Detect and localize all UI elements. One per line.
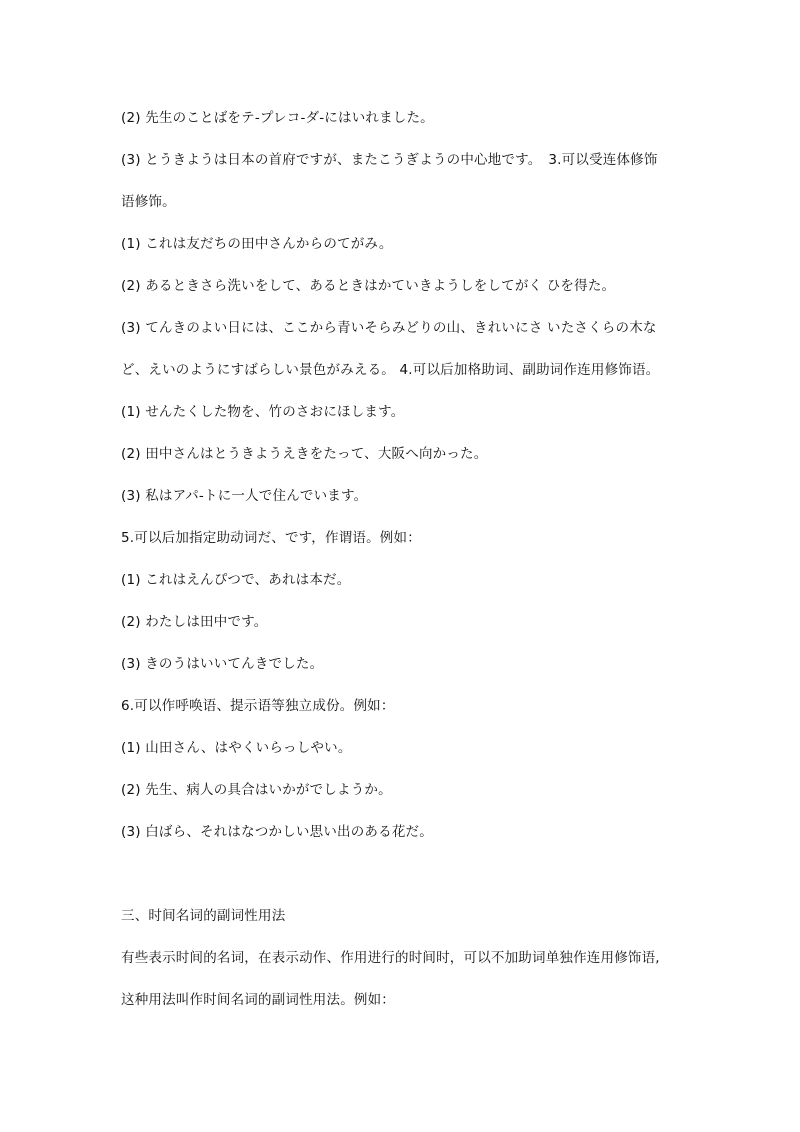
text-line: (2) 先生、病人の具合はいかがでしようか。: [121, 782, 392, 798]
text-line: (3) てんきのよい日には、ここから青いそらみどりの山、きれいにさ いたさくらの木な: [121, 320, 657, 336]
text-line: (1) これは友だちの田中さんからのてがみ。: [121, 236, 393, 252]
text-line: (3) 私はアパ-トに一人で住んでいます。: [121, 488, 368, 504]
text-line: 语修饰。: [121, 194, 176, 210]
text-line: (2) わたしは田中です。: [121, 614, 268, 630]
text-line: 6.可以作呼唤语、提示语等独立成份。例如：: [121, 698, 395, 714]
text-line: (3) 白ばら、それはなつかしい思い出のある花だ。: [121, 824, 433, 840]
text-line: ど、えいのようにすばらしい景色がみえる。 4.可以后加格助词、副助词作连用修饰语。: [121, 362, 660, 378]
text-line: (3) きのうはいいてんきでした。: [121, 656, 324, 672]
text-line: (1) せんたくした物を、竹のさおにほします。: [121, 404, 405, 420]
text-line: 5.可以后加指定助动词だ、です，作谓语。例如：: [121, 530, 421, 546]
text-line: (2) あるときさら洗いをして、あるときはかていきようしをしてがく ひを得た。: [121, 278, 616, 294]
text-line: (2) 先生のことばをテ-プレコ-ダ-にはいれました。: [121, 110, 434, 126]
text-line: (1) 山田さん、はやくいらっしやい。: [121, 740, 352, 756]
text-line: (1) これはえんぴつで、あれは本だ。: [121, 572, 351, 588]
section-heading: 三、时间名词的副词性用法: [121, 908, 286, 924]
text-line: (2) 田中さんはとうきようえきをたって、大阪へ向かった。: [121, 446, 488, 462]
text-line: (3) とうきようは日本の首府ですが、またこうぎようの中心地です。 3.可以受连体修饰: [121, 152, 658, 168]
text-line: 这种用法叫作时间名词的副词性用法。例如：: [121, 992, 395, 1008]
text-line: 有些表示时间的名词，在表示动作、作用进行的时间时，可以不加助词单独作连用修饰语,: [121, 950, 660, 966]
